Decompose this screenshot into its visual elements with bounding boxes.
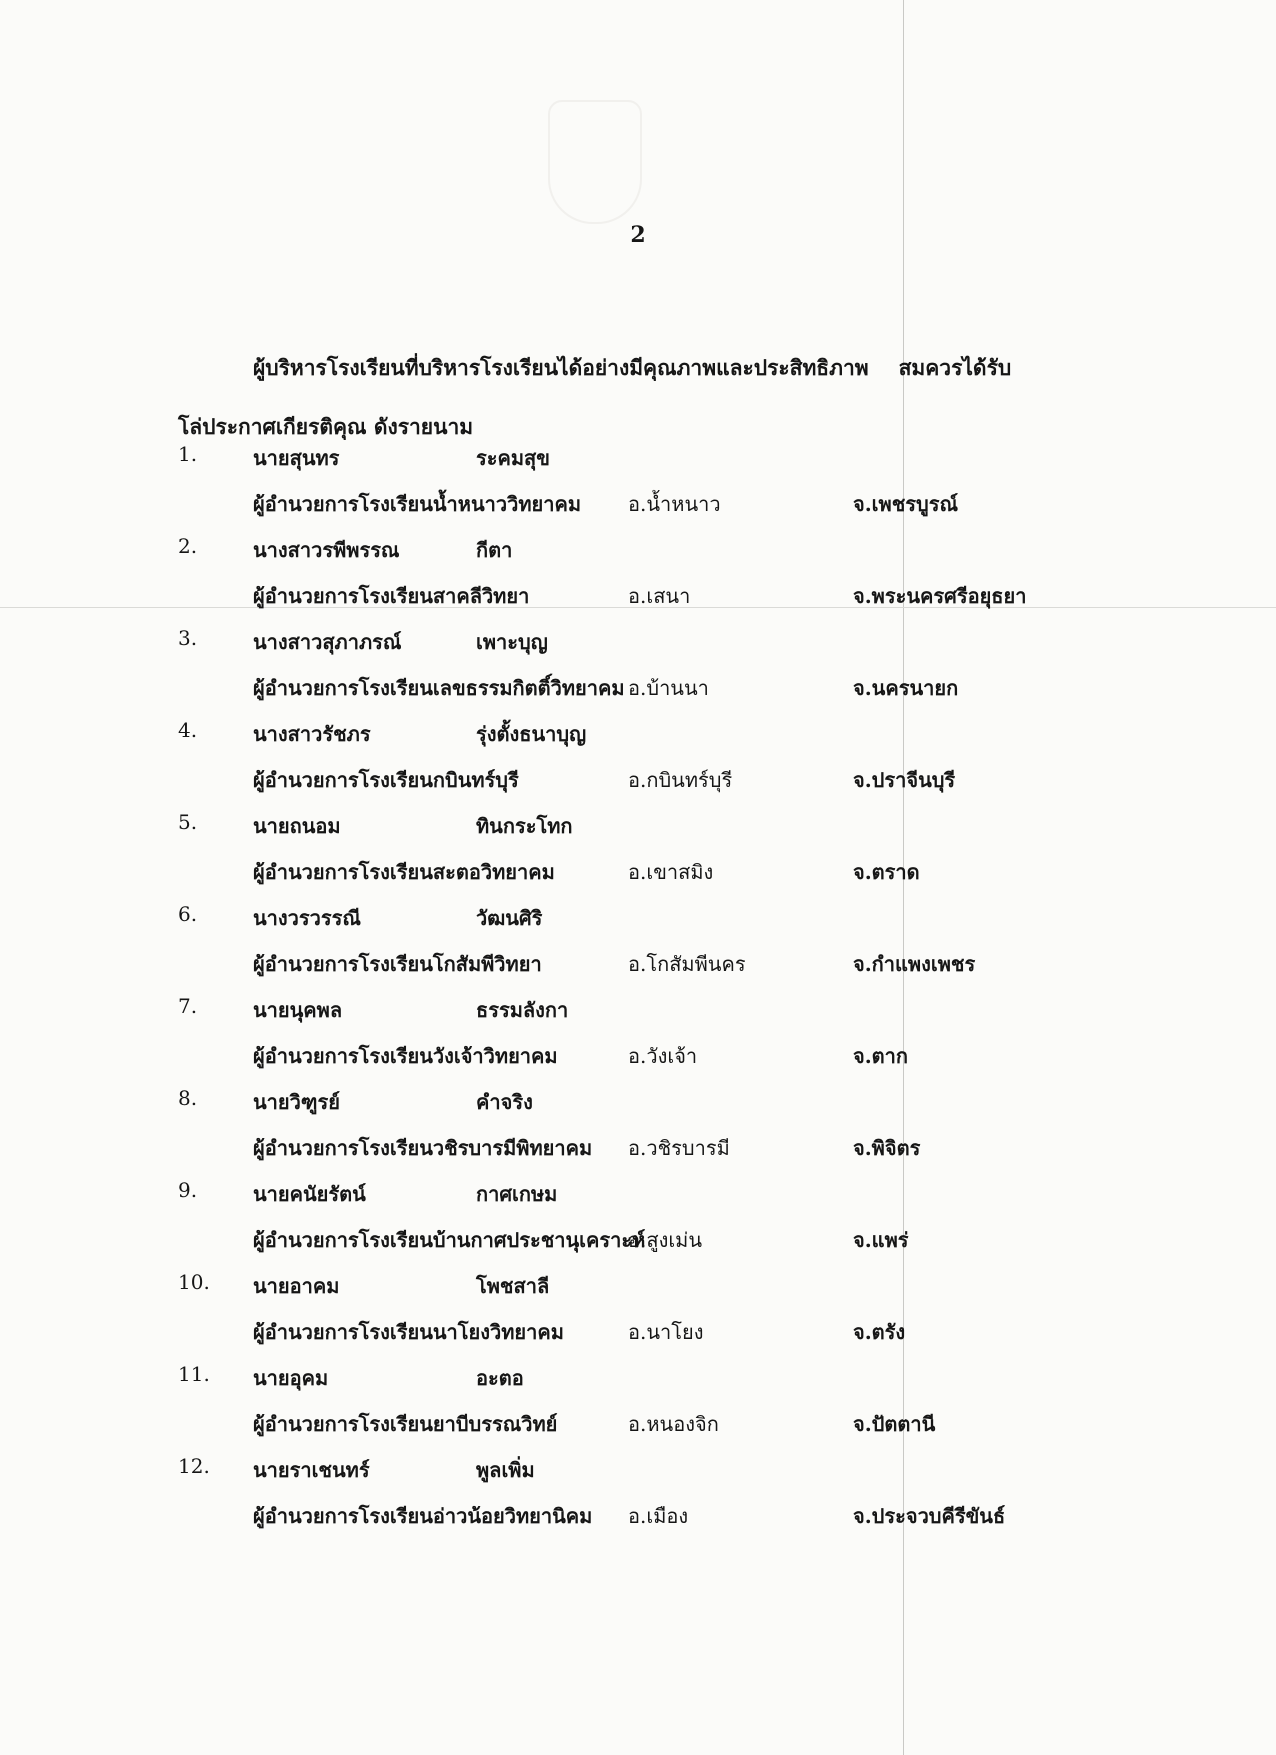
awardee-entry — [178, 902, 1178, 994]
awardee-district: อ.น้ำหนาว — [628, 492, 721, 516]
awardee-province: จ.เพชรบูรณ์ — [853, 492, 959, 516]
awardee-entry — [178, 1086, 1178, 1178]
intro-paragraph — [178, 352, 1078, 444]
bleed-through-emblem — [548, 100, 642, 224]
awardee-entry — [178, 810, 1178, 902]
awardee-surname: พูลเพิ่ม — [476, 1458, 535, 1482]
awardee-name: นางสาวรัชภร — [253, 722, 371, 746]
awardee-name: นายราเชนทร์ — [253, 1458, 370, 1482]
entry-number: 11. — [178, 1362, 210, 1386]
awardee-district: อ.กบินทร์บุรี — [628, 768, 733, 792]
awardee-surname: กาศเกษม — [476, 1182, 558, 1206]
awardee-position: ผู้อำนวยการโรงเรียนอ่าวน้อยวิทยานิคม — [253, 1504, 593, 1528]
awardee-entry — [178, 442, 1178, 534]
entry-number: 4. — [178, 718, 198, 742]
awardee-province: จ.พิจิตร — [853, 1136, 921, 1160]
intro-text: ผู้บริหารโรงเรียนที่บริหารโรงเรียนได้อย่างมีคุณภาพและประสิทธิภาพ — [253, 355, 869, 380]
entry-number: 9. — [178, 1178, 198, 1202]
awardee-list — [178, 442, 1178, 1546]
awardee-province: จ.ตาก — [853, 1044, 909, 1068]
awardee-district: อ.เมือง — [628, 1504, 689, 1528]
awardee-district: อ.โกสัมพีนคร — [628, 952, 746, 976]
awardee-position: ผู้อำนวยการโรงเรียนโกสัมพีวิทยา — [253, 952, 542, 976]
awardee-name: นางวรวรรณี — [253, 906, 361, 930]
awardee-position: ผู้อำนวยการโรงเรียนกบินทร์บุรี — [253, 768, 519, 792]
awardee-province: จ.แพร่ — [853, 1228, 909, 1252]
intro-line-1 — [178, 352, 1078, 385]
awardee-district: อ.สูงเม่น — [628, 1228, 703, 1252]
entry-number: 1. — [178, 442, 198, 466]
awardee-position: ผู้อำนวยการโรงเรียนเลขธรรมกิตติ์วิทยาคม — [253, 676, 625, 700]
awardee-surname: ธรรมลังกา — [476, 998, 569, 1022]
awardee-province: จ.กำแพงเพชร — [853, 952, 976, 976]
awardee-surname: เพาะบุญ — [476, 630, 548, 654]
awardee-surname: กีตา — [476, 538, 513, 562]
awardee-province: จ.ประจวบคีรีขันธ์ — [853, 1504, 1006, 1528]
awardee-position: ผู้อำนวยการโรงเรียนน้ำหนาววิทยาคม — [253, 492, 582, 516]
awardee-name: นางสาวสุภาภรณ์ — [253, 630, 402, 654]
awardee-entry — [178, 1454, 1178, 1546]
awardee-name: นายอาคม — [253, 1274, 340, 1298]
awardee-province: จ.ปราจีนบุรี — [853, 768, 956, 792]
awardee-position: ผู้อำนวยการโรงเรียนนาโยงวิทยาคม — [253, 1320, 564, 1344]
awardee-surname: วัฒนศิริ — [476, 906, 543, 930]
awardee-district: อ.เขาสมิง — [628, 860, 714, 884]
awardee-name: นายอุคม — [253, 1366, 329, 1390]
awardee-entry — [178, 718, 1178, 810]
awardee-surname: คำจริง — [476, 1090, 533, 1114]
awardee-name: นางสาวรพีพรรณ — [253, 538, 400, 562]
awardee-position: ผู้อำนวยการโรงเรียนวชิรบารมีพิทยาคม — [253, 1136, 593, 1160]
entry-number: 3. — [178, 626, 198, 650]
awardee-district: อ.หนองจิก — [628, 1412, 719, 1436]
awardee-entry — [178, 1178, 1178, 1270]
entry-number: 5. — [178, 810, 198, 834]
awardee-position: ผู้อำนวยการโรงเรียนสาคลีวิทยา — [253, 584, 530, 608]
awardee-district: อ.บ้านนา — [628, 676, 709, 700]
entry-number: 7. — [178, 994, 198, 1018]
awardee-district: อ.วชิรบารมี — [628, 1136, 730, 1160]
awardee-surname: ทินกระโทก — [476, 814, 573, 838]
awardee-name: นายคนัยรัตน์ — [253, 1182, 366, 1206]
awardee-district: อ.นาโยง — [628, 1320, 704, 1344]
awardee-name: นายถนอม — [253, 814, 341, 838]
entry-number: 8. — [178, 1086, 198, 1110]
entry-number: 2. — [178, 534, 198, 558]
awardee-entry — [178, 1362, 1178, 1454]
awardee-position: ผู้อำนวยการโรงเรียนสะตอวิทยาคม — [253, 860, 555, 884]
intro-text: สมควรได้รับ — [898, 355, 1012, 380]
awardee-province: จ.ปัตตานี — [853, 1412, 936, 1436]
entry-number: 6. — [178, 902, 198, 926]
awardee-province: จ.นครนายก — [853, 676, 959, 700]
entry-number: 12. — [178, 1454, 210, 1478]
awardee-district: อ.เสนา — [628, 584, 691, 608]
awardee-position: ผู้อำนวยการโรงเรียนบ้านกาศประชานุเคราะห์ — [253, 1228, 646, 1252]
awardee-province: จ.พระนครศรีอยุธยา — [853, 584, 1027, 608]
intro-line-2: โล่ประกาศเกียรติคุณ ดังรายนาม — [178, 414, 474, 439]
awardee-entry — [178, 534, 1178, 626]
awardee-position: ผู้อำนวยการโรงเรียนวังเจ้าวิทยาคม — [253, 1044, 558, 1068]
awardee-surname: อะตอ — [476, 1366, 524, 1390]
awardee-name: นายสุนทร — [253, 446, 340, 470]
awardee-name: นายนุคพล — [253, 998, 343, 1022]
awardee-name: นายวิฑูรย์ — [253, 1090, 340, 1114]
awardee-entry — [178, 626, 1178, 718]
page-number: 2 — [630, 222, 646, 248]
awardee-province: จ.ตราด — [853, 860, 920, 884]
awardee-province: จ.ตรัง — [853, 1320, 906, 1344]
awardee-entry — [178, 1270, 1178, 1362]
entry-number: 10. — [178, 1270, 210, 1294]
awardee-entry — [178, 994, 1178, 1086]
awardee-surname: รุ่งตั้งธนาบุญ — [476, 722, 587, 746]
awardee-district: อ.วังเจ้า — [628, 1044, 698, 1068]
awardee-surname: โพชสาลี — [476, 1274, 550, 1298]
awardee-position: ผู้อำนวยการโรงเรียนยาบีบรรณวิทย์ — [253, 1412, 558, 1436]
awardee-surname: ระคมสุข — [476, 446, 550, 470]
